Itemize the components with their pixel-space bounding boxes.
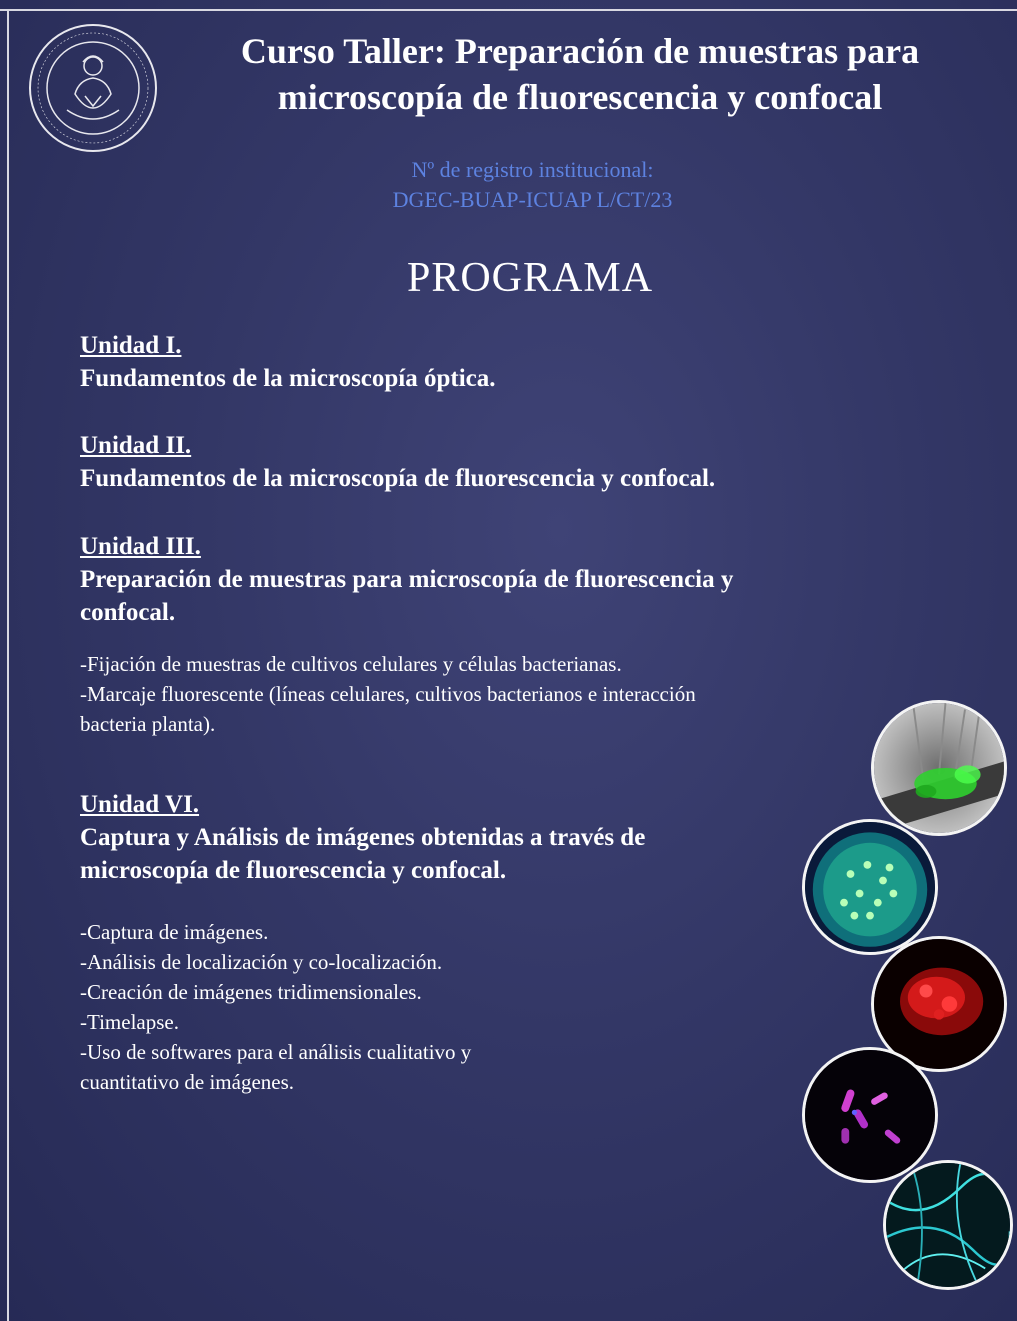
list-item: bacteria planta).: [80, 712, 216, 736]
left-border-line: [7, 9, 9, 1321]
unit-6-items: [80, 917, 880, 1097]
list-item: -Fijación de muestras de cultivos celulares y células bacterianas.: [80, 652, 622, 676]
unit-6-title-line-1: Captura y Análisis de imágenes obtenidas a través de: [80, 824, 646, 851]
registration-code: DGEC-BUAP-ICUAP L/CT/23: [392, 187, 673, 212]
petri-dish-colonies-image: [802, 819, 938, 955]
unit-6-label: Unidad VI.: [80, 791, 200, 818]
list-item: cuantitativo de imágenes.: [80, 1070, 295, 1094]
course-title-line-1: Curso Taller: Preparación de muestras para: [240, 31, 920, 71]
unit-3: [80, 531, 880, 739]
course-title-line-2: microscopía de fluorescencia y confocal: [277, 77, 883, 117]
course-title: [180, 28, 980, 120]
unit-3-title-line-1: Preparación de muestras para microscopía de fluorescencia y: [80, 566, 734, 593]
unit-3-label: Unidad III.: [80, 533, 201, 560]
unit-6: [80, 789, 880, 1097]
unit-1: [80, 330, 880, 395]
green-fluorescent-root-image: [871, 700, 1007, 836]
unit-2-label: Unidad II.: [80, 432, 192, 459]
list-item: -Timelapse.: [80, 1010, 179, 1034]
unit-1-title: Fundamentos de la microscopía óptica.: [80, 365, 496, 392]
unit-2: [80, 430, 880, 495]
list-item: -Uso de softwares para el análisis cualitativo y: [80, 1040, 472, 1064]
list-item: -Marcaje fluorescente (líneas celulares, cultivos bacterianos e interacción: [80, 682, 696, 706]
cyan-filaments-image: [883, 1160, 1013, 1290]
unit-3-title-line-2: confocal.: [80, 599, 176, 626]
registration-label: Nº de registro institucional:: [411, 157, 654, 182]
unit-3-items: [80, 649, 880, 739]
list-item: -Análisis de localización y co-localización.: [80, 950, 443, 974]
university-seal-icon: [27, 22, 159, 154]
list-item: -Creación de imágenes tridimensionales.: [80, 980, 422, 1004]
top-border-line: [0, 9, 1017, 11]
unit-2-title: Fundamentos de la microscopía de fluorescencia y confocal.: [80, 465, 716, 492]
unit-1-label: Unidad I.: [80, 332, 182, 359]
list-item: -Captura de imágenes.: [80, 920, 269, 944]
magenta-bacteria-image: [802, 1047, 938, 1183]
registration-number: [300, 155, 765, 215]
programa-heading: PROGRAMA: [406, 255, 654, 301]
unit-6-title-line-2: microscopía de fluorescencia y confocal.: [80, 857, 507, 884]
